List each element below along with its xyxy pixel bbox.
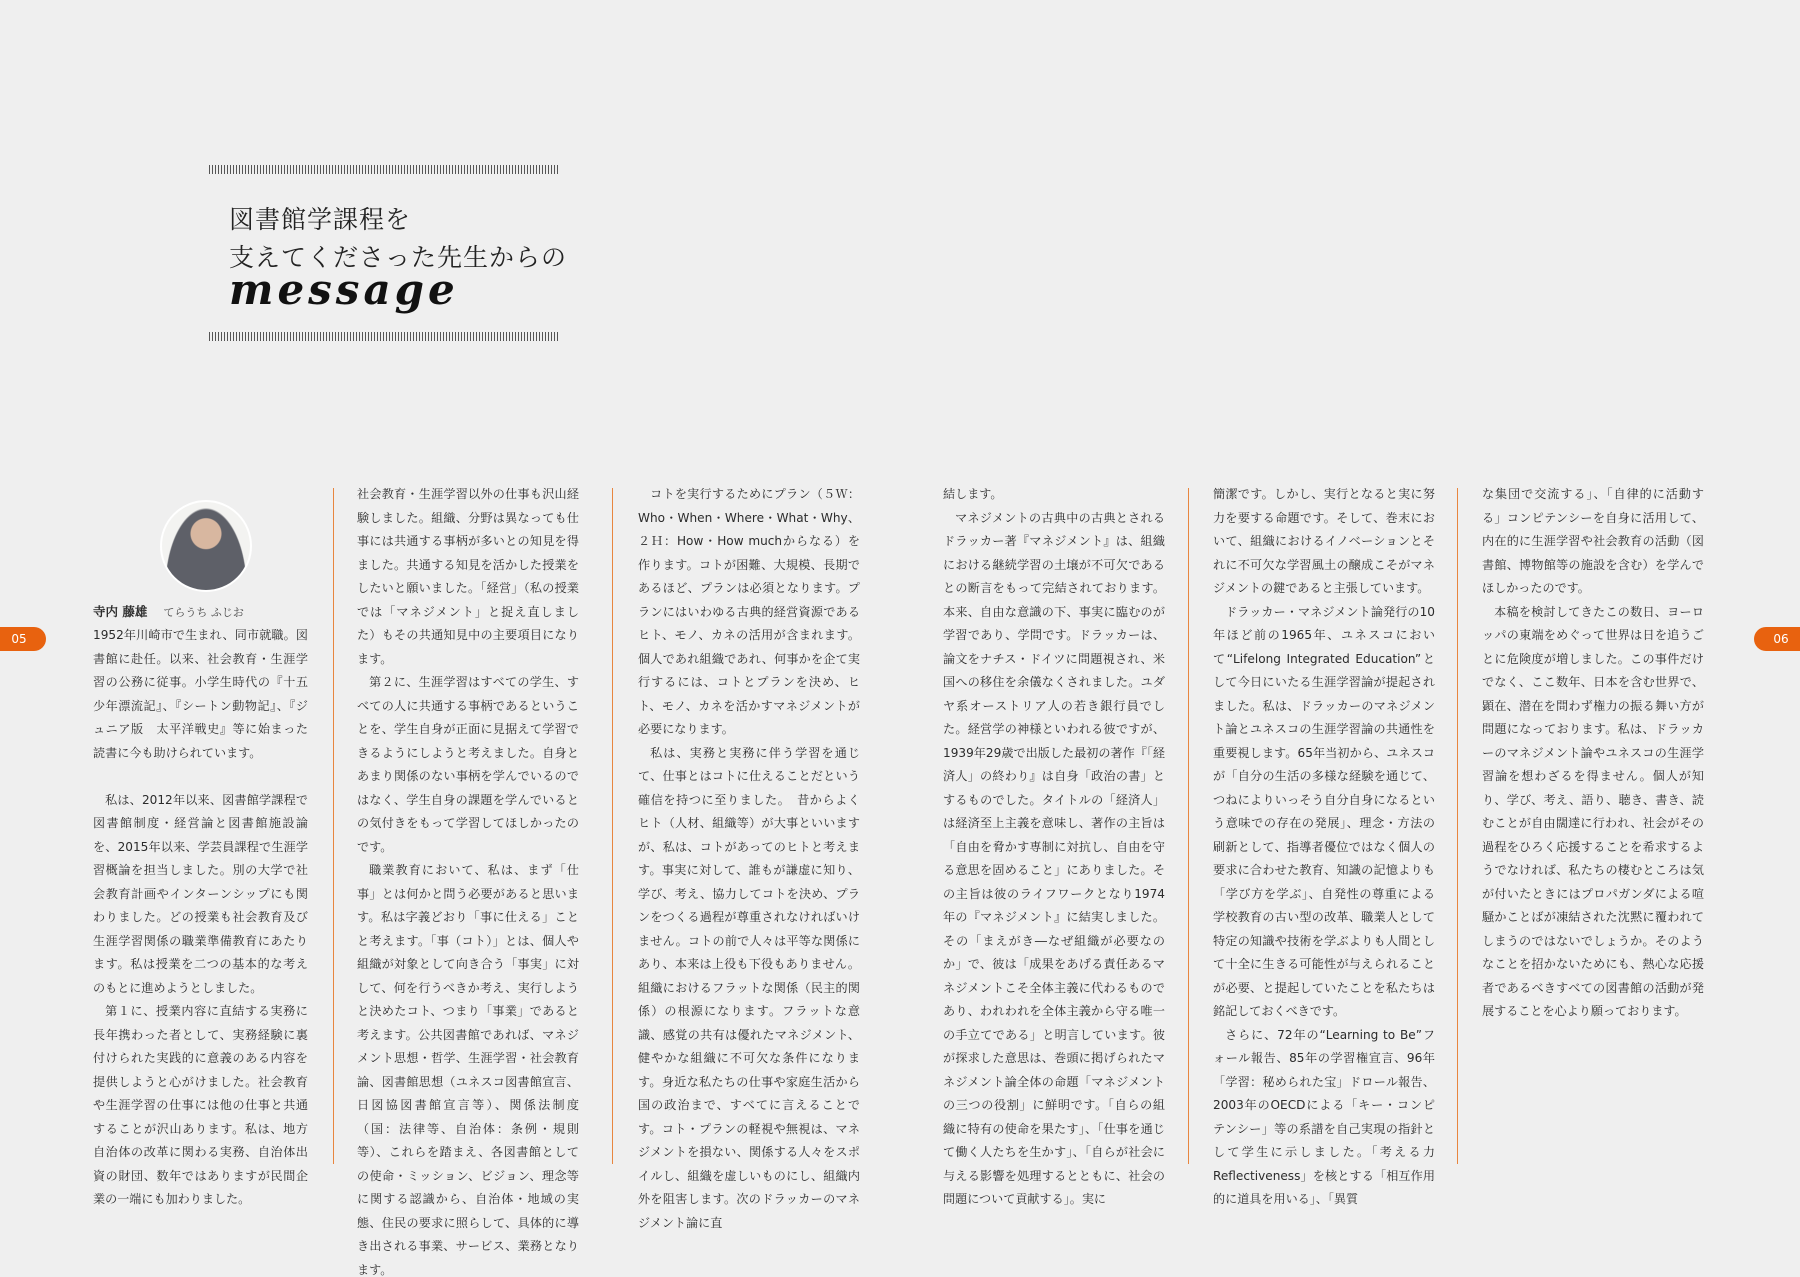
paragraph: 社会教育・生涯学習以外の仕事も沢山経験しました。組織、分野は異なっても仕事には共通する事柄が多いとの知見を得ました。共通する知見を活かした授業をしたいと願いました。「経営」（私の授業では「マネジメント」と捉え直しました）もその共通知見中の主要項目になります。 <box>357 487 579 666</box>
page-number-right: 06 <box>1754 627 1800 651</box>
paragraph: 簡潔です。しかし、実行となると実に努力を要する命題です。そして、巻末において、組織におけるイノベーションとそれに不可欠な学習風土の醸成こそがマネジメントの鍵であると主張しています。 <box>1213 487 1435 595</box>
text-column-3 <box>638 483 860 1235</box>
title-rule-bottom <box>209 332 558 341</box>
paragraph: 私は、2012年以来、図書館学課程で図書館制度・経営論と図書館施設論を、2015年以来、学芸員課程で生涯学習概論を担当しました。別の大学で社会教育計画やインターンシップにも関わりました。どの授業も社会教育及び生涯学習関係の職業準備教育にあたります。私は授業を二つの基本的な考えのもとに進めようとしました。 <box>93 792 308 995</box>
author-byline <box>93 602 244 620</box>
paragraph: 職業教育において、私は、まず「仕事」とは何かと問う必要があると思います。私は字義どおり「事に仕える」ことと考えます。「事（コト）」とは、個人や組織が対象として向き合う「事実」に対して、何を行うべきか考え、実行しようと決めたコト、つまり「事業」であると考えます。公共図書館であれば、マネジメント思想・哲学、生涯学習・社会教育論、図書館思想（ユネスコ図書館宣言、日図協図書館宣言等）、関係法制度（国：法律等、自治体：条例・規則等）、これらを踏まえ、各図書館としての使命・ミッション、ビジョン、理念等に関する認識から、自治体・地域の実態、住民の要求に照らして、具体的に導き出される事業、サービス、業務となります。 <box>357 863 579 1277</box>
text-column-5 <box>1213 483 1435 1212</box>
paragraph: 第１に、授業内容に直結する実務に長年携わった者として、実務経験に裏付けられた実践的に意義のある内容を提供しようと心がけました。社会教育や生涯学習の仕事には他の仕事と共通することが沢山あります。私は、地方自治体の改革に関わる実務、自治体出資の財団、数年ではありますが民間企業の一端にも加わりました。 <box>93 1004 308 1206</box>
paragraph: 本稿を検討してきたこの数日、ヨーロッパの東端をめぐって世界は日を追うごとに危険度が増しました。この事件だけでなく、ここ数年、日本を含む世界で、顕在、潜在を問わず権力の振る舞い方が問題になっております。私は、ドラッカーのマネジメント論やユネスコの生涯学習論を想わざるを得ません。個人が知り、学び、考え、語り、聴き、書き、読むことが自由闊達に行われ、社会がその過程をひろく応援することを希求するようでなければ、私たちの棲むところは気が付いたときにはプロパガンダによる喧騒かことばが凍結された沈黙に覆われてしまうのではないでしょうか。そのようなことを招かないためにも、熱心な応援者であるべきすべての図書館の活動が発展することを心より願っております。 <box>1482 604 1704 1018</box>
paragraph: コトを実行するためにプラン（５Ｗ：Who・When・Where・What・Why、２Ｈ：How・How muchからなる）を作ります。コトが困難、大規模、長期であるほど、プランは必須となります。プランにはいわゆる古典的経営資源であるヒト、モノ、カネの活用が含まれます。個人であれ組織であれ、何事かを企て実行するには、コトとプランを決め、ヒト、モノ、カネを活かすマネジメントが必要になります。 <box>638 487 860 736</box>
column-divider <box>1457 488 1458 1164</box>
paragraph: 結します。 <box>943 487 1003 501</box>
paragraph: さらに、72年の“Learning to Be”フォール報告、85年の学習権宣言、96年「学習：秘められた宝」ドロール報告、2003年のOECDによる「キー・コンピテンシー」等の系譜を自己実現の指針として学生に示しました。「考える力Reflectiveness」を核とする「相互作用的に道具を用いる」、「異質 <box>1213 1027 1435 1206</box>
text-column-2 <box>357 483 579 1277</box>
paragraph: な集団で交流する」、「自律的に活動する」コンピテンシーを自身に活用して、内在的に生涯学習や社会教育の活動（図書館、博物館等の施設を含む）を学んでほしかったのです。 <box>1482 487 1704 595</box>
paragraph: ドラッカー・マネジメント論発行の10年ほど前の1965年、ユネスコにおいて“Lifelong Integrated Education”として今日にいたる生涯学習論が提起されました。私は、ドラッカーのマネジメント論とユネスコの生涯学習論の共通性を重要視します。65年当初から、ユネスコが「自分の生活の多様な経験を通じて、つねによりいっそう自分自身になるという意味での存在の発展」、理念・方法の刷新として、指導者優位ではなく個人の要求に合わせた教育、知識の記憶よりも「学び方を学ぶ」、自発性の尊重による学校教育の古い型の改革、職業人として特定の知識や技術を学ぶよりも人間として十全に生きる可能性が与えられることが必要、と提起していたことを私たちは銘記しておくべきです。 <box>1213 604 1435 1018</box>
page-title-line-1: 図書館学課程を <box>229 205 412 234</box>
title-rule-top <box>209 165 558 174</box>
page-title-line-2: 支えてくださった先生からの <box>229 243 568 272</box>
paragraph: 第２に、生涯学習はすべての学生、すべての人に共通する事柄であるということを、学生自身が正面に見据えて学習できるようにしようと考えました。自身とあまり関係のない事柄を学んでいるのではなく、学生自身の課題を学んでいるとの気付きをもって学習してほしかったのです。 <box>357 675 579 854</box>
column-divider <box>333 488 334 1164</box>
column-divider <box>1188 488 1189 1164</box>
text-column-4 <box>943 483 1165 1212</box>
paragraph: 私は、実務と実務に伴う学習を通じて、仕事とはコトに仕えることだという確信を持つに至りました。 昔からよくヒト（人材、組織等）が大事といいますが、私は、コトがあってのヒトと考えます。事実に対して、誰もが謙虚に知り、学び、考え、協力してコトを決め、プランをつくる過程が尊重されなければいけません。コトの前で人々は平等な関係にあり、本来は上役も下役もありません。組織におけるフラットな関係（民主的関係）の根源になります。フラットな意識、感覚の共有は優れたマネジメント、健やかな組織に不可欠な条件になります。身近な私たちの仕事や家庭生活から国の政治まで、すべてに言えることです。コト・プランの軽視や無視は、マネジメントを損ない、関係する人々をスポイルし、組織を虚しいものにし、組織内外を阻害します。次のドラッカーのマネジメント論に直 <box>638 745 860 1230</box>
author-kana: てらうち ふじお <box>163 606 244 619</box>
paragraph <box>93 765 308 789</box>
page-number-left: 05 <box>0 627 46 651</box>
page-title-script: message <box>229 265 459 314</box>
author-name: 寺内 藤雄 <box>93 604 148 619</box>
text-column-1 <box>93 624 308 1212</box>
column-divider <box>612 488 613 1164</box>
text-column-6 <box>1482 483 1704 1024</box>
paragraph: マネジメントの古典中の古典とされるドラッカー著『マネジメント』は、組織における継続学習の土壌が不可欠であるとの断言をもって完結されております。本来、自由な意識の下、事実に臨むのが学習であり、学問です。ドラッカーは、論文をナチス・ドイツに問題視され、米国への移住を余儀なくされました。ユダヤ系オーストリア人の若き銀行員でした。経営学の神様といわれる彼ですが、1939年29歳で出版した最初の著作『「経済人」の終わり』は自身「政治の書」とするものでした。タイトルの「経済人」は経済至上主義を意味し、著作の主旨は「自由を脅かす専制に対抗し、自由を守る意思を固めること」にありました。その主旨は彼のライフワークとなり1974年の『マネジメント』に結実しました。その「まえがき―なぜ組織が必要なのか」で、彼は「成果をあげる責任あるマネジメントこそ全体主義に代わるものであり、われわれを全体主義から守る唯一の手立てである」と明言しています。彼が探求した意思は、巻頭に掲げられたマネジメント論全体の命題「マネジメントの三つの役割」に鮮明です。「自らの組織に特有の使命を果たす」、「仕事を通じて働く人たちを生かす」、「自らが社会に与える影響を処理するとともに、社会の問題について貢献する」。実に <box>943 510 1165 1206</box>
author-photo <box>160 500 252 592</box>
paragraph: 1952年川崎市で生まれ、同市就職。図書館に赴任。以来、社会教育・生涯学習の公務に従事。小学生時代の『十五少年漂流記』、『シートン動物記』、『ジュニア版 太平洋戦史』等に始まった読書に今も助けられています。 <box>93 628 308 760</box>
